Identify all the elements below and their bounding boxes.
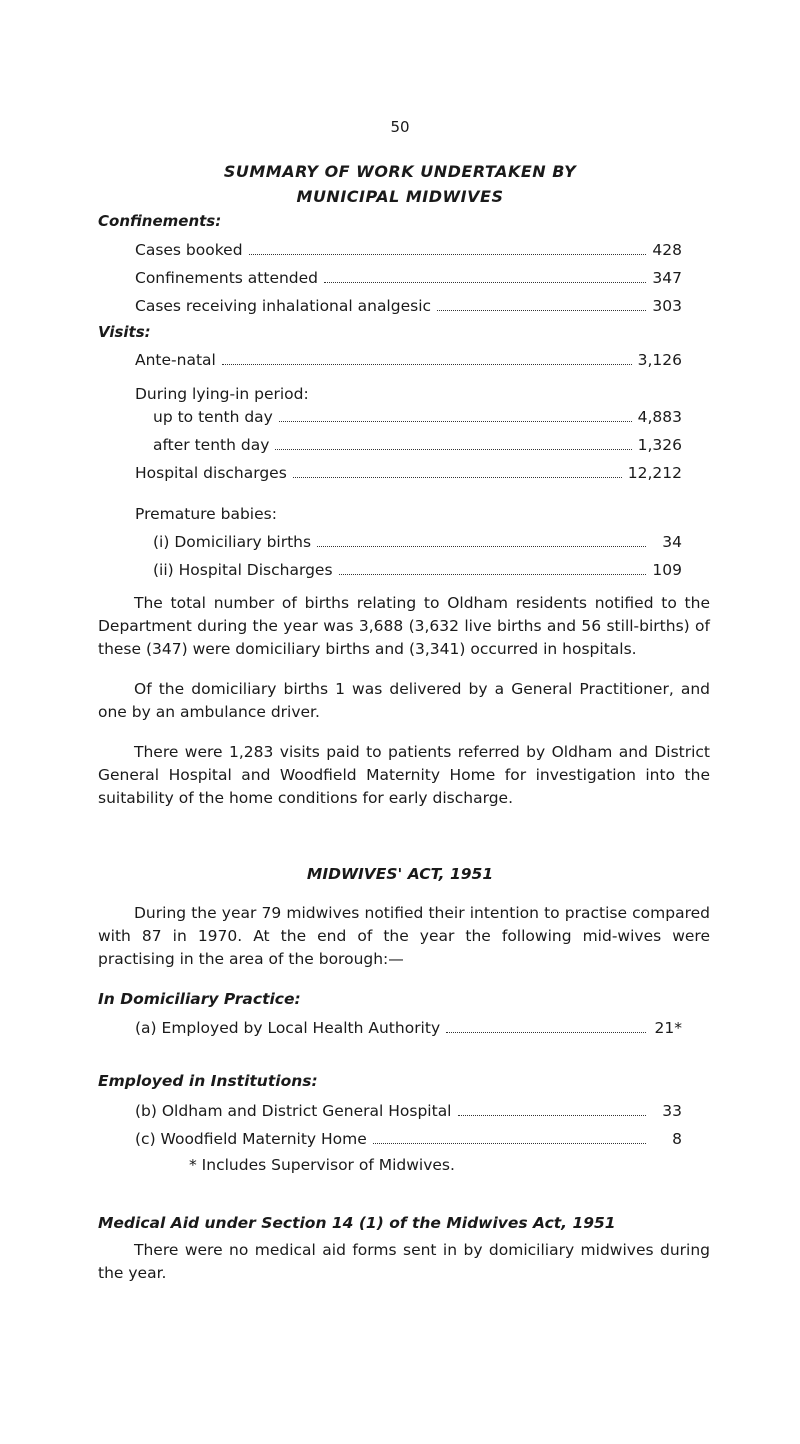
row-woodfield-maternity [135, 1129, 682, 1149]
row-after-tenth-day [153, 435, 682, 455]
paragraph-medical-aid: There were no medical aid forms sent in by domiciliary midwives during the year. [98, 1241, 710, 1282]
row-value: 21* [654, 1019, 682, 1037]
row-label: Cases booked [135, 241, 243, 259]
medical-aid-heading: Medical Aid under Section 14 (1) of the Midwives Act, 1951 [98, 1214, 616, 1232]
row-value: 347 [652, 269, 682, 287]
row-value: 4,883 [637, 408, 682, 426]
premature-heading: Premature babies: [135, 505, 277, 523]
row-label: (ii) Hospital Discharges [153, 561, 333, 579]
row-label: Hospital discharges [135, 464, 287, 482]
row-value: 3,126 [637, 351, 682, 369]
row-label: (a) Employed by Local Health Authority [135, 1019, 441, 1037]
row-label: after tenth day [153, 436, 270, 454]
paragraph-midwives: During the year 79 midwives notified their intention to practise compared with 87 in 1970. At the end of the year the following mid-wives were practising in the area of the borough:— [98, 904, 710, 968]
row-label: (c) Woodfield Maternity Home [135, 1130, 367, 1148]
lying-in-heading: During lying-in period: [135, 385, 309, 403]
row-hospital-discharges [135, 463, 682, 483]
visits-heading: Visits: [98, 323, 151, 341]
paragraph-births: The total number of births relating to Oldham residents notified to the Department during the year was 3,688 (3,632 live births and 56 still-births) of these (347) were domiciliary births and (3,341) occurred in hospitals. [98, 594, 710, 658]
row-value: 33 [662, 1102, 682, 1120]
row-inhalational-analgesic [135, 296, 682, 316]
row-hospital-discharges-premature [153, 560, 682, 580]
row-domiciliary-births [153, 532, 682, 552]
row-label: Ante-natal [135, 351, 216, 369]
dot-leader [275, 435, 631, 450]
title-line-1: SUMMARY OF WORK UNDERTAKEN BY [223, 162, 577, 181]
dot-leader [437, 296, 646, 311]
row-label: Confinements attended [135, 269, 319, 287]
row-label: Cases receiving inhalational analgesic [135, 297, 432, 315]
row-local-health-authority [135, 1018, 682, 1038]
dot-leader [279, 407, 632, 422]
row-value: 109 [652, 561, 682, 579]
row-antenatal [135, 350, 682, 370]
dot-leader [222, 350, 632, 365]
row-value: 12,212 [627, 464, 682, 482]
row-oldham-hospital [135, 1101, 682, 1121]
confinements-heading: Confinements: [98, 212, 222, 230]
dot-leader [317, 532, 646, 547]
title-line-2: MUNICIPAL MIDWIVES [296, 187, 504, 206]
row-label: (b) Oldham and District General Hospital [135, 1102, 452, 1120]
domiciliary-practice-heading: In Domiciliary Practice: [98, 990, 301, 1008]
footnote-supervisor: * Includes Supervisor of Midwives. [189, 1156, 455, 1174]
dot-leader [339, 560, 646, 575]
row-value: 8 [672, 1130, 682, 1148]
midwives-act-heading: MIDWIVES' ACT, 1951 [306, 865, 494, 883]
paragraph-domiciliary-births: Of the domiciliary births 1 was delivered by a General Practitioner, and one by an ambulance driver. [98, 680, 710, 721]
dot-leader [324, 268, 646, 283]
row-cases-booked [135, 240, 682, 260]
row-up-to-tenth-day [153, 407, 682, 427]
paragraph-visits: There were 1,283 visits paid to patients referred by Oldham and District General Hospital and Woodfield Maternity Home for investigation into the suitability of the home conditions for early discharge. [98, 743, 710, 807]
row-confinements-attended [135, 268, 682, 288]
dot-leader [458, 1101, 647, 1116]
row-value: 428 [652, 241, 682, 259]
page-number: 50 [390, 118, 410, 136]
row-label: up to tenth day [153, 408, 273, 426]
row-value: 34 [662, 533, 682, 551]
row-value: 303 [652, 297, 682, 315]
dot-leader [373, 1129, 646, 1144]
row-label: (i) Domiciliary births [153, 533, 312, 551]
dot-leader [293, 463, 622, 478]
dot-leader [446, 1018, 646, 1033]
row-value: 1,326 [637, 436, 682, 454]
dot-leader [249, 240, 646, 255]
institutions-heading: Employed in Institutions: [98, 1072, 318, 1090]
